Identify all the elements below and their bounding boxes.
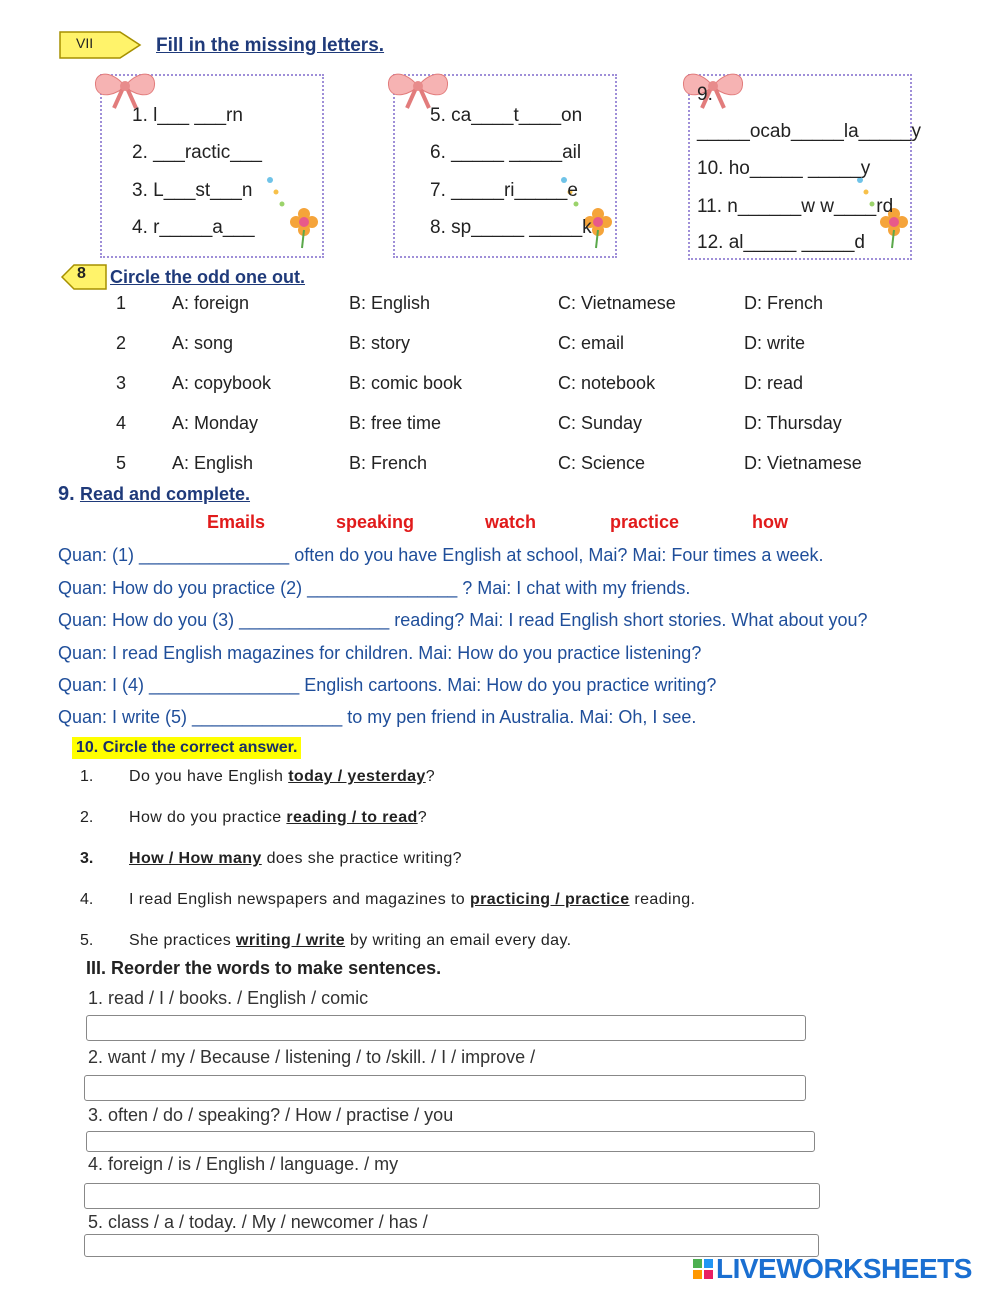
section-9-title bbox=[58, 483, 250, 506]
reorder-prompt: 2. want / my / Because / listening / to /skill. / I / improve / bbox=[88, 1047, 536, 1067]
option-a[interactable]: A: English bbox=[172, 453, 254, 473]
dialogue-line: Quan: How do you practice (2) _______________ ? Mai: I chat with my friends. bbox=[58, 578, 691, 598]
answer-input[interactable] bbox=[84, 1183, 820, 1209]
option-d[interactable]: D: write bbox=[744, 333, 806, 353]
section-7-badge: VII bbox=[76, 35, 94, 51]
section-7-badge-shape bbox=[58, 26, 142, 64]
gap-word-8: 8. sp_____ _____k bbox=[430, 217, 592, 238]
gap-word-12: 12. al_____ _____d bbox=[697, 232, 865, 253]
option-b[interactable]: B: comic book bbox=[349, 373, 463, 393]
dialogue-line: Quan: (1) _______________ often do you have English at school, Mai? Mai: Four times a week. bbox=[58, 545, 824, 565]
question-number: 4. bbox=[80, 891, 94, 908]
logo-grid-icon bbox=[692, 1258, 714, 1280]
option-d[interactable]: D: Vietnamese bbox=[744, 453, 862, 473]
option-d[interactable]: D: French bbox=[744, 293, 824, 313]
section-3-title: III. Reorder the words to make sentences. bbox=[86, 958, 442, 978]
dialogue-line: Quan: I write (5) _______________ to my pen friend in Australia. Mai: Oh, I see. bbox=[58, 707, 697, 727]
reorder-prompt: 1. read / I / books. / English / comic bbox=[88, 988, 369, 1008]
answer-choice[interactable]: practicing / practice bbox=[469, 891, 630, 908]
option-c[interactable]: C: Sunday bbox=[558, 413, 643, 433]
section-10-title: 10. Circle the correct answer. bbox=[72, 737, 301, 759]
dialogue-line: Quan: I (4) _______________ English cartoons. Mai: How do you practice writing? bbox=[58, 675, 717, 695]
question-text: I read English newspapers and magazines to practicing / practice reading. bbox=[129, 891, 696, 908]
answer-choice[interactable]: writing / write bbox=[235, 932, 346, 949]
gap-word-11: 11. n______w w____rd bbox=[697, 196, 894, 217]
flower-icon bbox=[262, 170, 322, 250]
gap-word-9-label: 9. bbox=[697, 84, 713, 105]
row-number: 3 bbox=[116, 373, 127, 393]
section-8-badge: 8 bbox=[77, 265, 86, 282]
reorder-prompt: 3. often / do / speaking? / How / practise / you bbox=[88, 1105, 454, 1125]
question-text: How / How many does she practice writing? bbox=[129, 850, 462, 867]
answer-input[interactable] bbox=[86, 1015, 806, 1041]
dialogue-line: Quan: I read English magazines for children. Mai: How do you practice listening? bbox=[58, 643, 702, 663]
answer-input[interactable] bbox=[84, 1075, 806, 1101]
reorder-prompt: 4. foreign / is / English / language. / my bbox=[88, 1154, 399, 1174]
section-9-number: 9. bbox=[58, 483, 75, 505]
liveworksheets-logo: LIVEWORKSHEETS bbox=[692, 1253, 972, 1285]
word-bank-item[interactable]: how bbox=[752, 512, 788, 532]
word-bank-item[interactable]: watch bbox=[485, 512, 537, 532]
row-number: 5 bbox=[116, 453, 127, 473]
gap-word-9: _____ocab_____la_____y bbox=[697, 121, 921, 142]
option-a[interactable]: A: song bbox=[172, 333, 234, 353]
option-b[interactable]: B: story bbox=[349, 333, 411, 353]
question-number: 5. bbox=[80, 932, 94, 949]
question-text: How do you practice reading / to read? bbox=[129, 809, 427, 826]
reorder-prompt: 5. class / a / today. / My / newcomer / has / bbox=[88, 1212, 428, 1232]
option-d[interactable]: D: Thursday bbox=[744, 413, 842, 433]
option-c[interactable]: C: Science bbox=[558, 453, 646, 473]
section-9-heading: Read and complete. bbox=[79, 484, 251, 504]
answer-choice[interactable]: How / How many bbox=[129, 850, 262, 867]
ribbon-bow-icon bbox=[678, 66, 748, 110]
gap-word-2: 2. ___ractic___ bbox=[132, 142, 262, 163]
option-b[interactable]: B: English bbox=[349, 293, 431, 313]
question-text: Do you have English today / yesterday? bbox=[129, 768, 436, 785]
gap-word-5: 5. ca____t____on bbox=[430, 105, 583, 126]
gap-word-7: 7. _____ri_____e bbox=[430, 180, 578, 201]
option-d[interactable]: D: read bbox=[744, 373, 804, 393]
row-number: 2 bbox=[116, 333, 127, 353]
row-number: 1 bbox=[116, 293, 127, 313]
option-a[interactable]: A: Monday bbox=[172, 413, 259, 433]
section-8-title: Circle the odd one out. bbox=[110, 267, 306, 287]
answer-input[interactable] bbox=[86, 1131, 815, 1152]
gap-word-1: 1. l___ ___rn bbox=[132, 105, 243, 126]
section-7-title: Fill in the missing letters. bbox=[156, 35, 385, 56]
gap-word-6: 6. _____ _____ail bbox=[430, 142, 582, 163]
question-number: 1. bbox=[80, 768, 94, 785]
option-c[interactable]: C: Vietnamese bbox=[558, 293, 676, 313]
word-bank-item[interactable]: speaking bbox=[336, 512, 415, 532]
question-number: 3. bbox=[80, 850, 94, 867]
word-bank-item[interactable]: Emails bbox=[207, 512, 266, 532]
row-number: 4 bbox=[116, 413, 127, 433]
option-c[interactable]: C: notebook bbox=[558, 373, 656, 393]
option-a[interactable]: A: copybook bbox=[172, 373, 272, 393]
option-a[interactable]: A: foreign bbox=[172, 293, 250, 313]
question-number: 2. bbox=[80, 809, 94, 826]
answer-choice[interactable]: reading / to read bbox=[286, 809, 418, 826]
ribbon-bow-icon bbox=[90, 66, 160, 110]
ribbon-bow-icon bbox=[383, 66, 453, 110]
answer-choice[interactable]: today / yesterday bbox=[288, 768, 426, 785]
question-text: She practices writing / write by writing an email every day. bbox=[129, 932, 572, 949]
option-b[interactable]: B: free time bbox=[349, 413, 442, 433]
option-b[interactable]: B: French bbox=[349, 453, 428, 473]
gap-word-4: 4. r_____a___ bbox=[132, 217, 255, 238]
gap-word-3: 3. L___st___n bbox=[132, 180, 253, 201]
gap-word-10: 10. ho_____ _____y bbox=[697, 158, 871, 179]
option-c[interactable]: C: email bbox=[558, 333, 625, 353]
dialogue-line: Quan: How do you (3) _______________ reading? Mai: I read English short stories. What about you? bbox=[58, 610, 868, 630]
word-bank-item[interactable]: practice bbox=[610, 512, 680, 532]
